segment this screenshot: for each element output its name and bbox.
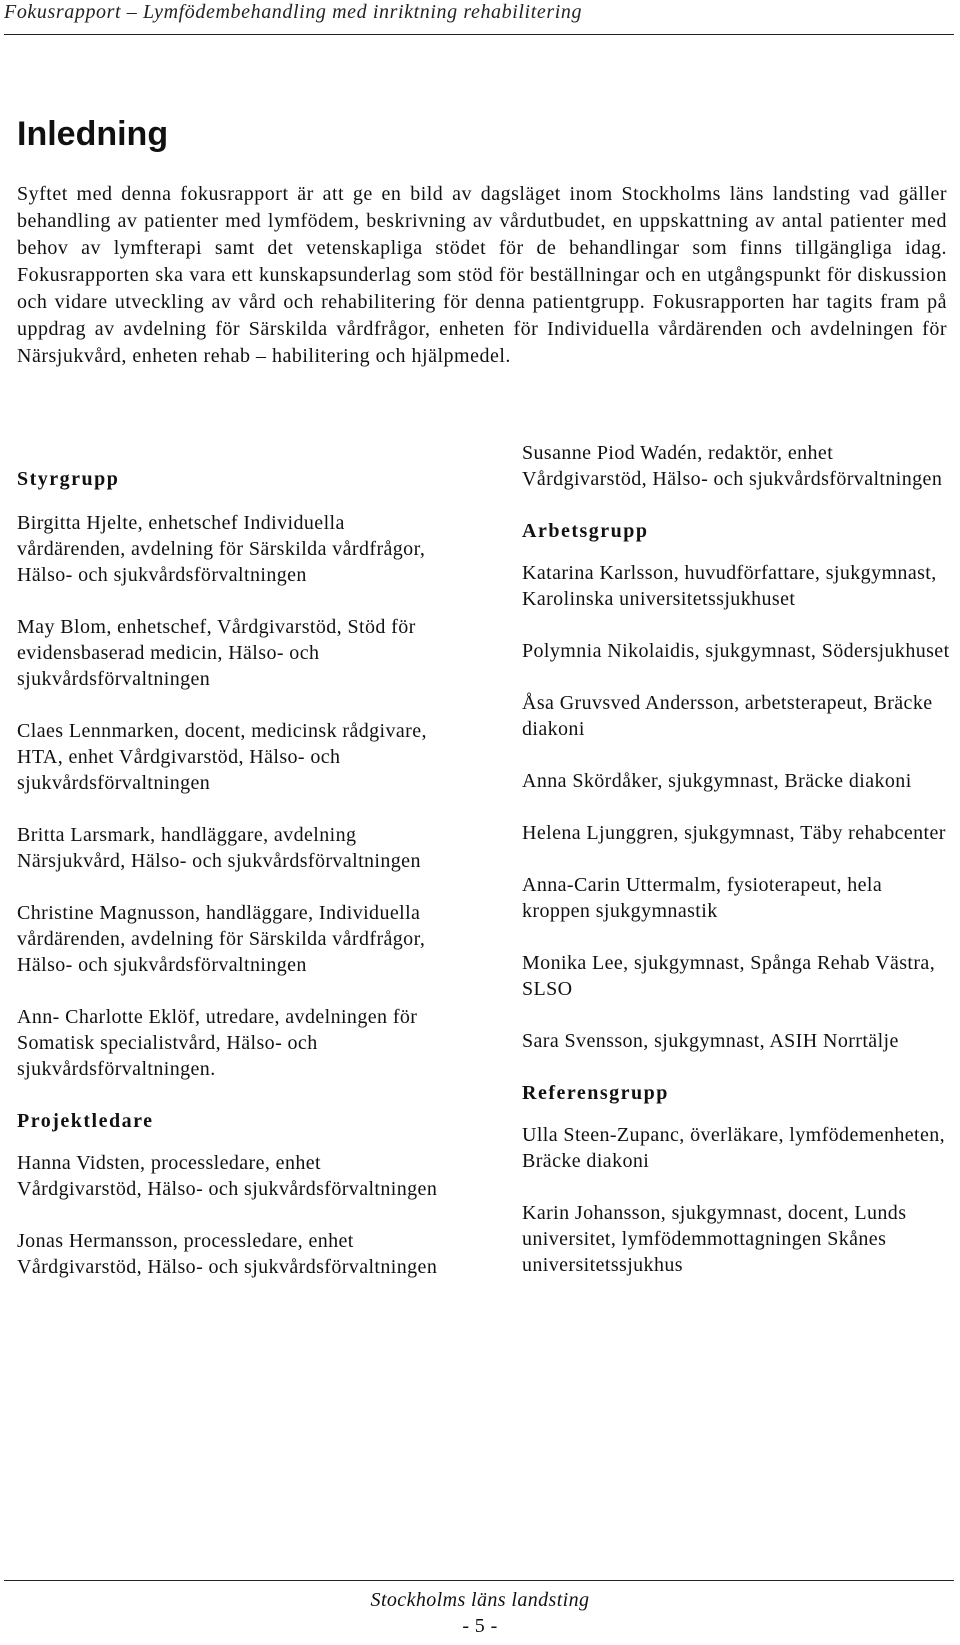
left-column bbox=[17, 466, 447, 1306]
arbetsgrupp-member: Anna Skördåker, sjukgymnast, Bräcke diakoni bbox=[522, 770, 912, 792]
arbetsgrupp-member: Helena Ljunggren, sjukgymnast, Täby rehabcenter bbox=[522, 822, 946, 844]
footer-organization: Stockholms läns landsting bbox=[370, 1589, 590, 1611]
section-title: Inledning bbox=[17, 115, 169, 153]
referensgrupp-heading: Referensgrupp bbox=[522, 1082, 669, 1104]
styrgrupp-heading: Styrgrupp bbox=[17, 468, 120, 490]
running-header: Fokusrapport – Lymfödembehandling med inriktning rehabilitering bbox=[4, 0, 954, 35]
page-footer bbox=[0, 1587, 960, 1639]
styrgrupp-member: Birgitta Hjelte, enhetschef Individuella vårdärenden, avdelning för Särskilda vårdfrågor, Hälso- och sjukvårdsförvaltningen bbox=[17, 512, 426, 586]
referensgrupp-member: Karin Johansson, sjukgymnast, docent, Lunds universitet, lymfödemmottagningen Skånes universitetssjukhus bbox=[522, 1202, 907, 1276]
editor-entry: Susanne Piod Wadén, redaktör, enhet Vårdgivarstöd, Hälso- och sjukvårdsförvaltningen bbox=[522, 442, 943, 490]
page-number: - 5 - bbox=[462, 1615, 498, 1637]
styrgrupp-member: Britta Larsmark, handläggare, avdelning Närsjukvård, Hälso- och sjukvårdsförvaltningen bbox=[17, 824, 421, 872]
arbetsgrupp-member: Sara Svensson, sjukgymnast, ASIH Norrtälje bbox=[522, 1030, 899, 1052]
arbetsgrupp-member: Polymnia Nikolaidis, sjukgymnast, Södersjukhuset bbox=[522, 640, 950, 662]
arbetsgrupp-heading: Arbetsgrupp bbox=[522, 520, 649, 542]
arbetsgrupp-member: Monika Lee, sjukgymnast, Spånga Rehab Västra, SLSO bbox=[522, 952, 936, 1000]
styrgrupp-member: Christine Magnusson, handläggare, Individuella vårdärenden, avdelning för Särskilda vårdfrågor, Hälso- och sjukvårdsförvaltningen bbox=[17, 902, 426, 976]
arbetsgrupp-member: Anna-Carin Uttermalm, fysioterapeut, hela kroppen sjukgymnastik bbox=[522, 874, 883, 922]
footer-divider bbox=[4, 1580, 954, 1581]
styrgrupp-member: May Blom, enhetschef, Vårdgivarstöd, Stöd för evidensbaserad medicin, Hälso- och sjukvårdsförvaltningen bbox=[17, 616, 416, 690]
right-column bbox=[522, 440, 952, 1304]
projektledare-member: Jonas Hermansson, processledare, enhet Vårdgivarstöd, Hälso- och sjukvårdsförvaltningen bbox=[17, 1230, 438, 1278]
intro-paragraph: Syftet med denna fokusrapport är att ge en bild av dagsläget inom Stockholms läns landsting vad gäller behandling av patienter med lymfödem, beskrivning av vårdutbudet, en uppskattning av antal patienter med behov av lymfterapi samt det vetenskapliga stödet för de behandlingar som finns tillgängliga idag. Fokusrapporten ska vara ett kunskapsunderlag som stöd för beställningar och en utgångspunkt för diskussion och vidare utveckling av vård och rehabilitering för denna patientgrupp. Fokusrapporten har tagits fram på uppdrag av avdelning för Särskilda vårdfrågor, enheten för Individuella vårdärenden och avdelningen för Närsjukvård, enheten rehab – habilitering och hjälpmedel. bbox=[17, 183, 947, 367]
arbetsgrupp-member: Åsa Gruvsved Andersson, arbetsterapeut, Bräcke diakoni bbox=[522, 692, 933, 740]
arbetsgrupp-member: Katarina Karlsson, huvudförfattare, sjukgymnast, Karolinska universitetssjukhuset bbox=[522, 562, 937, 610]
referensgrupp-member: Ulla Steen-Zupanc, överläkare, lymfödemenheten, Bräcke diakoni bbox=[522, 1124, 946, 1172]
styrgrupp-member: Ann- Charlotte Eklöf, utredare, avdelningen för Somatisk specialistvård, Hälso- och sjukvårdsförvaltningen. bbox=[17, 1006, 418, 1080]
styrgrupp-member: Claes Lennmarken, docent, medicinsk rådgivare, HTA, enhet Vårdgivarstöd, Hälso- och sjukvårdsförvaltningen bbox=[17, 720, 427, 794]
projektledare-heading: Projektledare bbox=[17, 1110, 154, 1132]
projektledare-member: Hanna Vidsten, processledare, enhet Vårdgivarstöd, Hälso- och sjukvårdsförvaltningen bbox=[17, 1152, 438, 1200]
